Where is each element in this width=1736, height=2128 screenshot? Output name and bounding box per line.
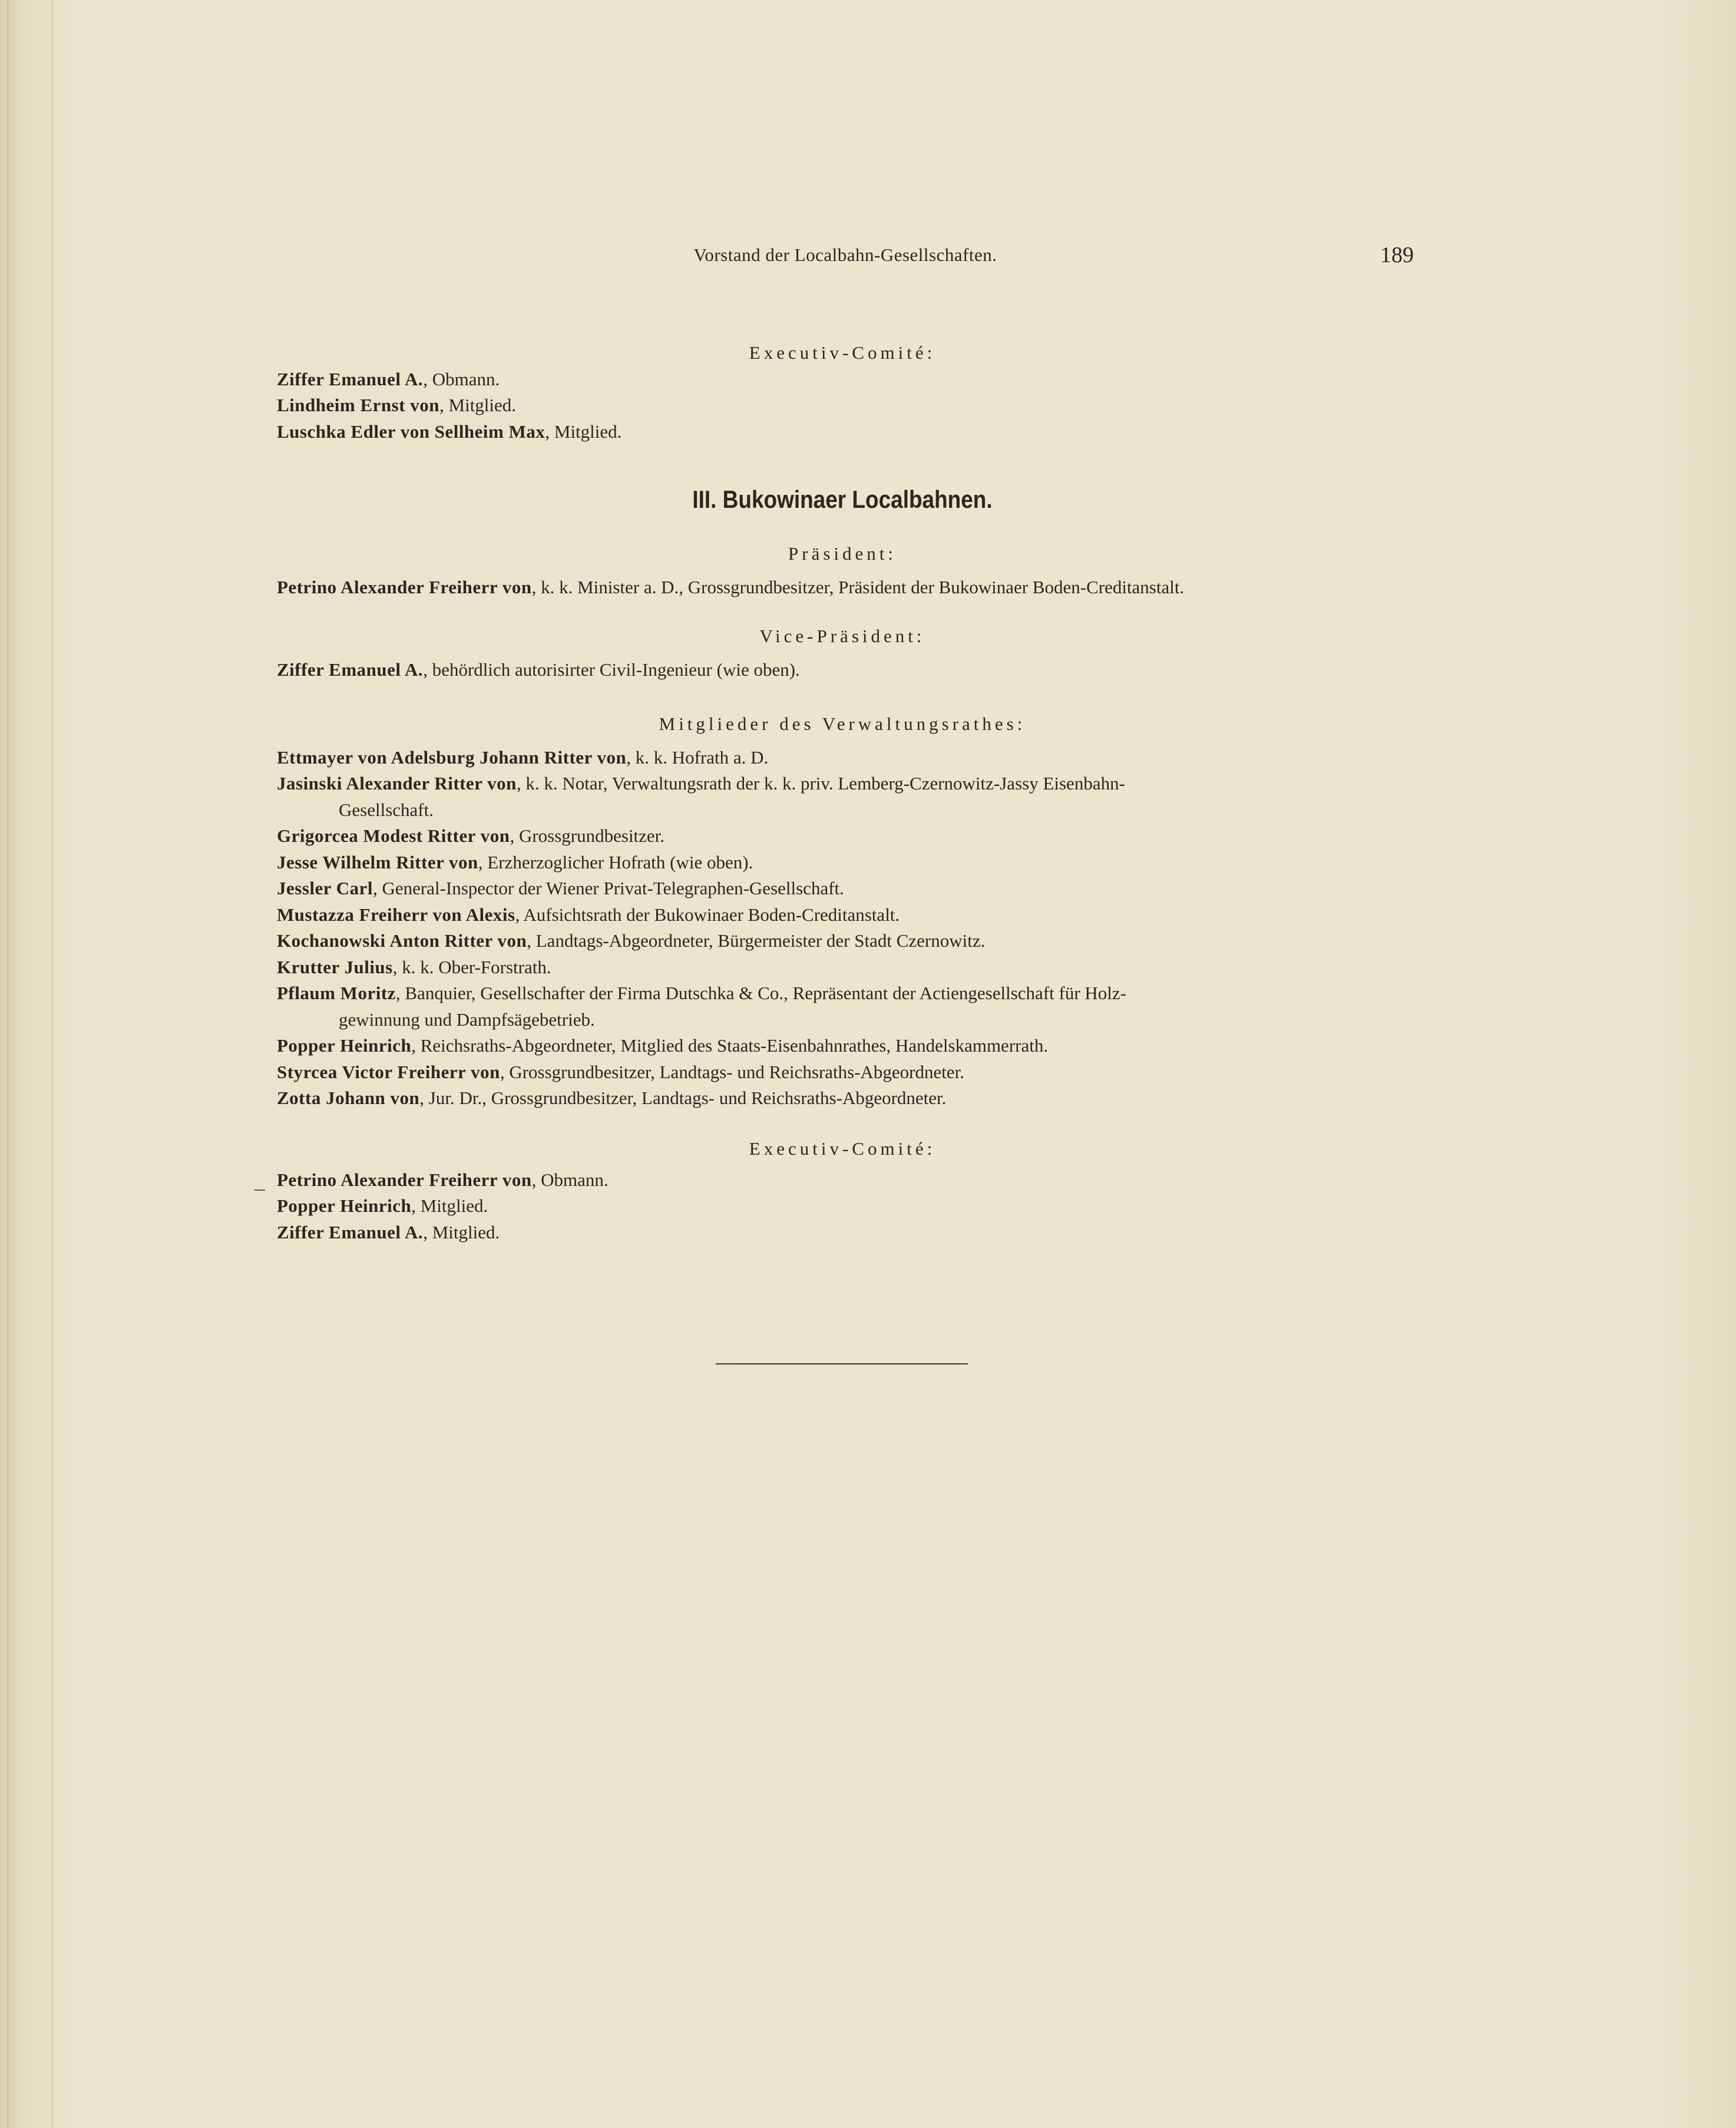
vice-president-block: [277, 623, 1408, 683]
list-item: Ettmayer von Adelsburg Johann Ritter von, k. k. Hofrath a. D.: [277, 746, 769, 768]
board-list: [277, 745, 1408, 1112]
page-edge-shadow: [7, 0, 9, 2128]
executive-committee-heading: Executiv-Comité:: [749, 1138, 936, 1159]
executive-committee-2: [277, 1136, 1408, 1245]
list-item: Styrcea Victor Freiherr von, Grossgrundbesitzer, Landtags- und Reichsraths-Abgeordneter.: [277, 1061, 964, 1082]
list-item: Petrino Alexander Freiherr von, Obmann.: [277, 1169, 609, 1190]
president-entry: Petrino Alexander Freiherr von, k. k. Minister a. D., Grossgrundbesitzer, Präsident der Bukowinaer Boden-Creditanstalt.: [277, 576, 1185, 597]
list-item: Kochanowski Anton Ritter von, Landtags-Abgeordneter, Bürgermeister der Stadt Czernowitz.: [277, 930, 986, 951]
list-item: Lindheim Ernst von, Mitglied.: [277, 395, 517, 415]
list-item: Jasinski Alexander Ritter von, k. k. Notar, Verwaltungsrath der k. k. priv. Lemberg-Czernowitz-Jassy Eisenbahn-: [277, 773, 1125, 794]
section: [277, 487, 1408, 513]
page-fold-line: [52, 0, 53, 2128]
list-item: Grigorcea Modest Ritter von, Grossgrundbesitzer.: [277, 825, 665, 846]
executive-committee-1: [277, 340, 1408, 445]
list-item: Popper Heinrich, Reichsraths-Abgeordneter, Mitglied des Staats-Eisenbahnrathes, Handelskammerrath.: [277, 1035, 1049, 1056]
page-number: 189: [1380, 243, 1414, 267]
list-item: Zotta Johann von, Jur. Dr., Grossgrundbesitzer, Landtags- und Reichsraths-Abgeordneter.: [277, 1088, 947, 1108]
margin-mark: [254, 1189, 265, 1191]
page-header: [277, 244, 1414, 280]
board-block: [277, 711, 1408, 1112]
president-block: [277, 541, 1408, 600]
vice-president-entry: Ziffer Emanuel A., behördlich autorisirter Civil-Ingenieur (wie oben).: [277, 659, 800, 680]
section-title: III. Bukowinaer Localbahnen.: [692, 485, 993, 513]
list-item: Luschka Edler von Sellheim Max, Mitglied.: [277, 421, 622, 442]
list-item-continuation: Gesellschaft.: [339, 799, 434, 820]
list-item: Ziffer Emanuel A., Obmann.: [277, 368, 500, 389]
list-item: Mustazza Freiherr von Alexis, Aufsichtsrath der Bukowinaer Boden-Creditanstalt.: [277, 904, 900, 925]
executive-committee-heading: Executiv-Comité:: [749, 342, 936, 363]
list-item: Ziffer Emanuel A., Mitglied.: [277, 1221, 500, 1243]
president-heading: Präsident:: [788, 543, 897, 564]
list-item-continuation: gewinnung und Dampfsägebetrieb.: [339, 1009, 595, 1030]
list-item: Jesse Wilhelm Ritter von, Erzherzoglicher Hofrath (wie oben).: [277, 851, 753, 873]
board-heading: Mitglieder des Verwaltungsrathes:: [659, 713, 1026, 734]
list-item: Popper Heinrich, Mitglied.: [277, 1195, 488, 1216]
list-item: Krutter Julius, k. k. Ober-Forstrath.: [277, 956, 551, 977]
executive-committee-list: [277, 1167, 1408, 1246]
end-rule-divider: [716, 1363, 968, 1364]
vice-president-heading: Vice-Präsident:: [759, 626, 925, 646]
running-title: Vorstand der Localbahn-Gesellschaften.: [693, 244, 997, 265]
list-item: Pflaum Moritz, Banquier, Gesellschafter der Firma Dutschka & Co., Repräsentant der Actiengesellschaft für Holz-: [277, 983, 1126, 1003]
list-item: Jessler Carl, General-Inspector der Wiener Privat-Telegraphen-Gesellschaft.: [277, 878, 844, 898]
